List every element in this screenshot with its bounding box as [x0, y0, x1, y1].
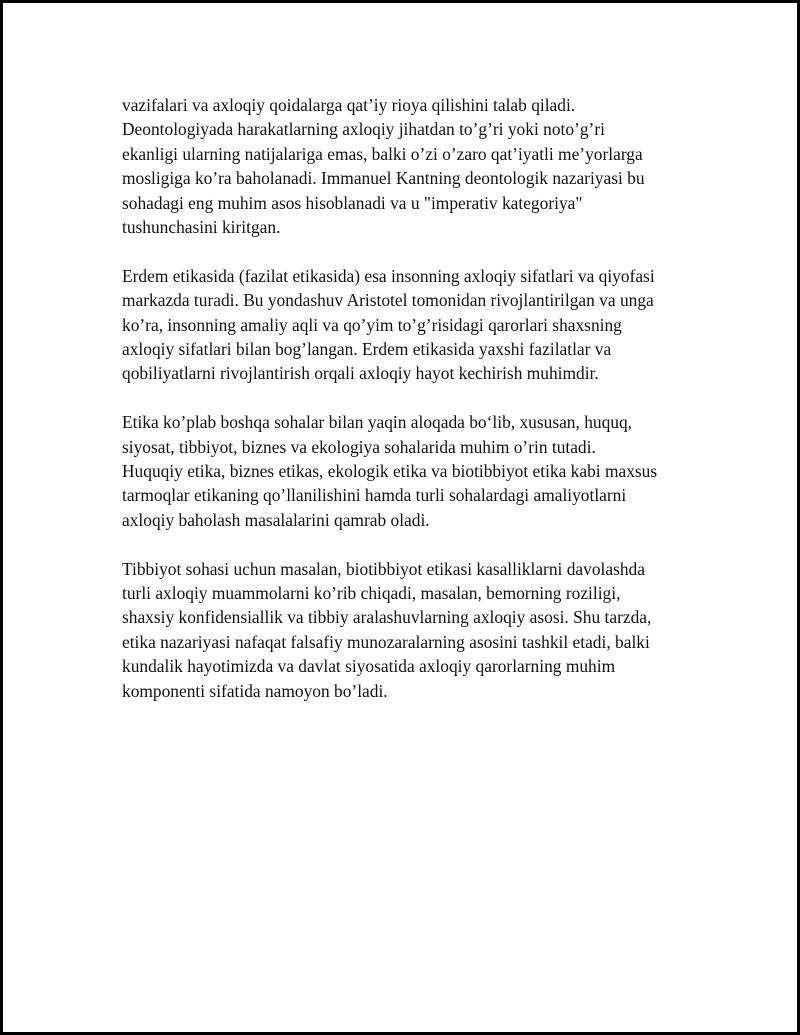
document-body — [122, 93, 712, 728]
text-line: Huquqiy etika, biznes etikas, ekologik etika va biotibbiyot etika kabi maxsus — [122, 461, 658, 482]
text-line: axloqiy baholash masalalarini qamrab oladi. — [122, 509, 430, 530]
text-line: tushunchasini kiritgan. — [122, 217, 281, 238]
paragraph-bioethics — [122, 557, 712, 703]
text-line: tarmoqlar etikaning qo’llanilishini hamda turli sohalardagi amaliyotlarni — [122, 485, 627, 506]
text-line: axloqiy sifatlari bilan bog’langan. Erdem etikasida yaxshi fazilatlar va — [122, 339, 612, 360]
text-line: Etika ko’plab boshqa sohalar bilan yaqin aloqada bo‘lib, xususan, huquq, — [122, 412, 633, 433]
text-line: etika nazariyasi nafaqat falsafiy munozaralarning asosini tashkil etadi, balki — [122, 631, 650, 652]
paragraph-virtue-ethics — [122, 264, 712, 386]
text-line: Deontologiyada harakatlarning axloqiy jihatdan to’g’ri yoki noto’g’ri — [122, 119, 605, 140]
text-line: mosligiga ko’ra baholanadi. Immanuel Kantning deontologik nazariyasi bu — [122, 168, 645, 189]
text-line: siyosat, tibbiyot, biznes va ekologiya sohalarida muhim o’rin tutadi. — [122, 436, 596, 457]
text-line: ko’ra, insonning amaliy aqli va qo’yim to’g’risidagi qarorlari shaxsning — [122, 314, 622, 335]
text-line: Tibbiyot sohasi uchun masalan, biotibbiyot etikasi kasalliklarni davolashda — [122, 558, 645, 579]
text-line: turli axloqiy muammolarni ko’rib chiqadi, masalan, bemorning roziligi, — [122, 583, 621, 604]
text-line: kundalik hayotimizda va davlat siyosatida axloqiy qarorlarning muhim — [122, 656, 616, 677]
text-line: shaxsiy konfidensiallik va tibbiy aralashuvlarning axloqiy asosi. Shu tarzda, — [122, 607, 652, 628]
paragraph-applied-ethics — [122, 410, 712, 532]
text-line: komponenti sifatida namoyon bo’ladi. — [122, 680, 388, 701]
text-line: vazifalari va axloqiy qoidalarga qat’iy rioya qilishini talab qiladi. — [122, 95, 576, 115]
text-line: Erdem etikasida (fazilat etikasida) esa insonning axloqiy sifatlari va qiyofasi — [122, 265, 655, 286]
text-line: ekanligi ularning natijalariga emas, balki o’zi o’zaro qat’iyatli me’yorlarga — [122, 143, 643, 164]
paragraph-deontology — [122, 93, 712, 239]
text-line: markazda turadi. Bu yondashuv Aristotel tomonidan rivojlantirilgan va unga — [122, 290, 654, 311]
text-line: qobiliyatlarni rivojlantirish orqali axloqiy hayot kechirish muhimdir. — [122, 363, 599, 384]
text-line: sohadagi eng muhim asos hisoblanadi va u "imperativ kategoriya" — [122, 192, 583, 213]
